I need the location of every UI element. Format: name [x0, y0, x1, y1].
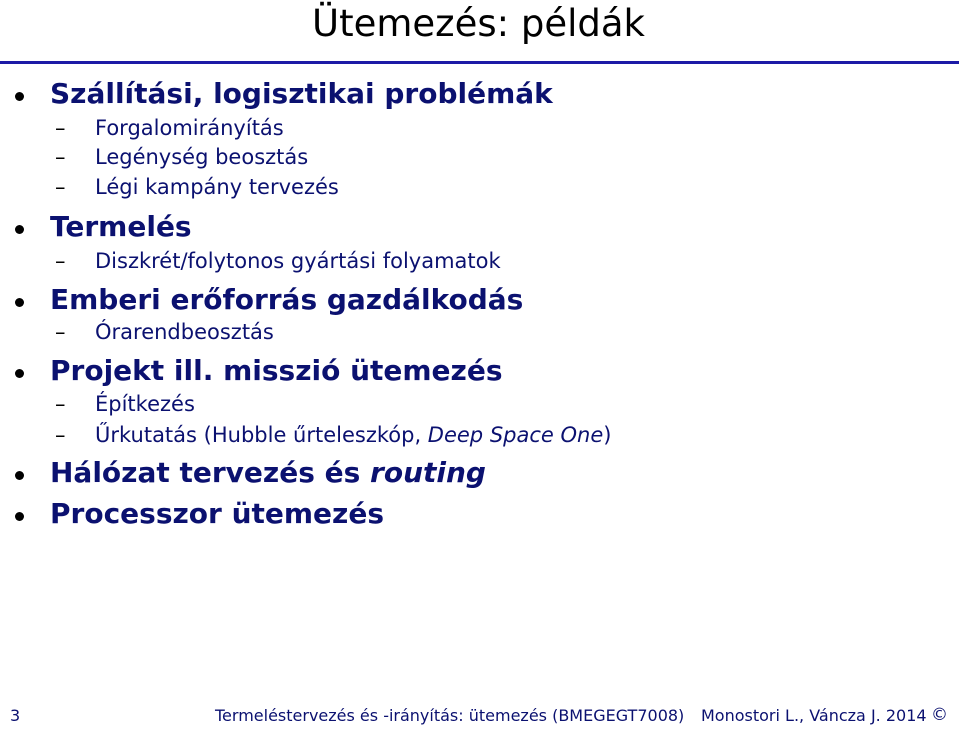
dash-icon: –: [55, 116, 66, 140]
bullet-icon: [15, 298, 24, 307]
dash-icon: –: [55, 392, 66, 416]
bullet-icon: [15, 225, 24, 234]
bullet-icon: [15, 471, 24, 480]
label-part-italic: Deep Space One: [427, 423, 604, 447]
dash-icon: –: [55, 175, 66, 199]
dash-icon: –: [55, 249, 66, 273]
bullet-icon: [15, 512, 24, 521]
bullet-icon: [15, 369, 24, 378]
bullet-icon: [15, 92, 24, 101]
list-subitem-label: Órarendbeosztás: [95, 320, 274, 344]
list-subitem-label: Forgalomirányítás: [95, 116, 284, 140]
list-subitem-label: Légi kampány tervezés: [95, 175, 339, 199]
label-part: ): [603, 423, 612, 447]
label-part: Űrkutatás (Hubble űrteleszkóp,: [95, 423, 428, 447]
footer-authors: Monostori L., Váncza J. 2014: [701, 706, 927, 725]
list-subitem-label: Diszkrét/folytonos gyártási folyamatok: [95, 249, 501, 273]
list-item-label: Szállítási, logisztikai problémák: [50, 77, 553, 110]
list-subitem-label: [95, 423, 611, 447]
list-item-label: Projekt ill. misszió ütemezés: [50, 354, 503, 387]
dash-icon: –: [55, 320, 66, 344]
dash-icon: –: [55, 423, 66, 447]
title-divider: [0, 61, 959, 64]
list-subitem-label: Legénység beosztás: [95, 145, 309, 169]
footer-course: Termeléstervezés és -irányítás: ütemezés (BMEGEGT7008): [215, 706, 685, 725]
list-subitem-label: Építkezés: [95, 392, 195, 416]
list-item-label: Termelés: [50, 210, 192, 243]
label-part-italic: routing: [370, 456, 486, 489]
copyright-icon: ©: [931, 705, 948, 725]
label-part: Hálózat tervezés és: [50, 456, 371, 489]
page-number: 3: [10, 706, 21, 725]
list-item-label: Processzor ütemezés: [50, 497, 385, 530]
list-item-label: [50, 456, 486, 489]
slide-title: Ütemezés: példák: [312, 2, 645, 45]
dash-icon: –: [55, 145, 66, 169]
list-item-label: Emberi erőforrás gazdálkodás: [50, 283, 524, 316]
